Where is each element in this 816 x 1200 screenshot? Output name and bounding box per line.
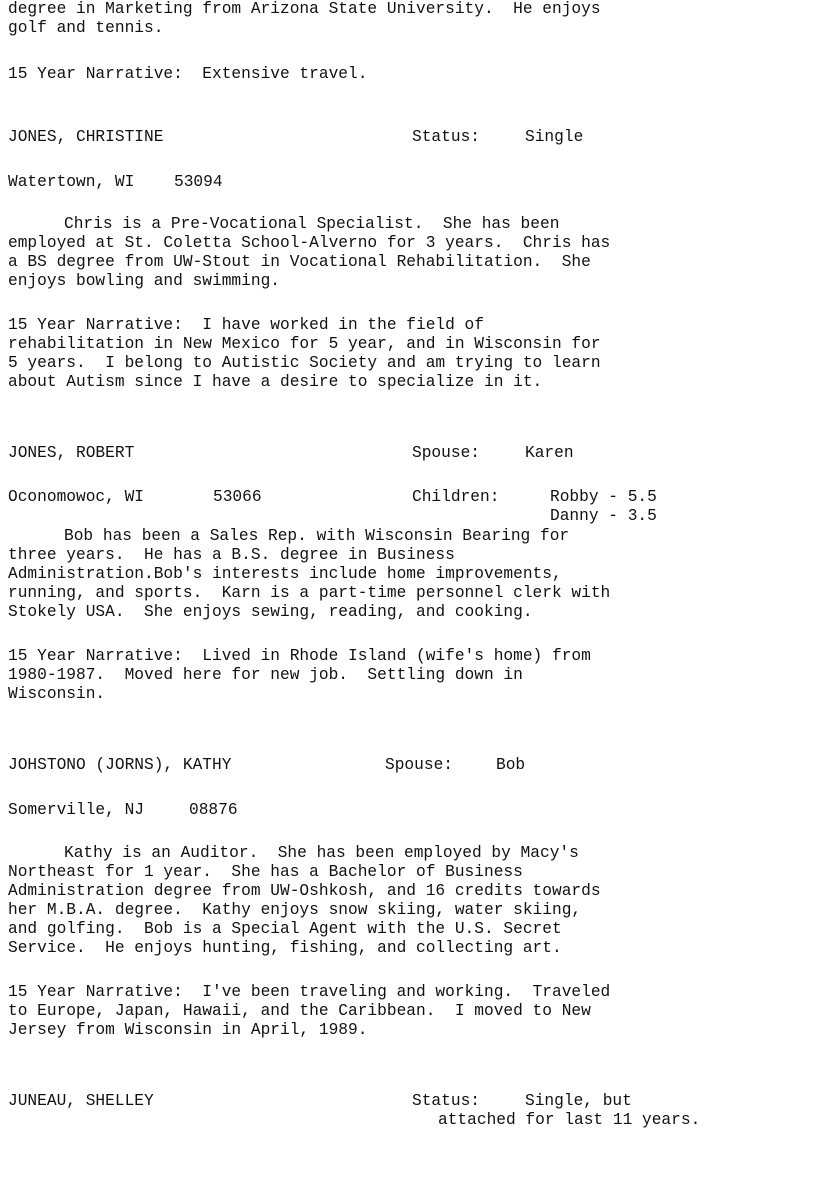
bio-line: running, and sports. Karn is a part-time personnel clerk with	[8, 584, 611, 602]
intro-line-2: golf and tennis.	[8, 19, 164, 37]
entry-name: JONES, ROBERT	[8, 444, 135, 462]
intro-narrative: 15 Year Narrative: Extensive travel.	[8, 65, 368, 83]
bio-line: Stokely USA. She enjoys sewing, reading, and cooking.	[8, 603, 533, 621]
entry-name: JOHSTONO (JORNS), KATHY	[8, 756, 232, 774]
spouse-label: Spouse:	[412, 444, 480, 462]
bio-line: and golfing. Bob is a Special Agent with the U.S. Secret	[8, 920, 562, 938]
spouse-label: Spouse:	[385, 756, 453, 774]
spouse-value: Karen	[525, 444, 574, 462]
narrative-line: 1980-1987. Moved here for new job. Settling down in	[8, 666, 523, 684]
narrative-line: 15 Year Narrative: I've been traveling and working. Traveled	[8, 983, 611, 1001]
bio-line: Northeast for 1 year. She has a Bachelor of Business	[8, 863, 523, 881]
bio-line: a BS degree from UW-Stout in Vocational Rehabilitation. She	[8, 253, 591, 271]
entry-location: Watertown, WI	[8, 173, 135, 191]
status-value-continued: attached for last 11 years.	[438, 1111, 701, 1129]
spouse-value: Bob	[496, 756, 526, 774]
narrative-line: 15 Year Narrative: I have worked in the field of	[8, 316, 484, 334]
narrative-line: rehabilitation in New Mexico for 5 year, and in Wisconsin for	[8, 335, 601, 353]
bio-line: three years. He has a B.S. degree in Business	[8, 546, 455, 564]
narrative-line: to Europe, Japan, Hawaii, and the Caribbean. I moved to New	[8, 1002, 591, 1020]
children-label: Children:	[412, 488, 500, 506]
bio-line: Administration degree from UW-Oshkosh, and 16 credits towards	[8, 882, 601, 900]
child-item: Danny - 3.5	[550, 507, 657, 525]
narrative-line: Wisconsin.	[8, 685, 106, 703]
intro-line-1: degree in Marketing from Arizona State University. He enjoys	[8, 0, 601, 18]
narrative-line: Jersey from Wisconsin in April, 1989.	[8, 1021, 368, 1039]
status-label: Status:	[412, 128, 480, 146]
status-value: Single	[525, 128, 584, 146]
entry-name: JONES, CHRISTINE	[8, 128, 164, 146]
entry-zip: 53066	[213, 488, 262, 506]
child-item: Robby - 5.5	[550, 488, 657, 506]
bio-line: Administration.Bob's interests include home improvements,	[8, 565, 562, 583]
status-value: Single, but	[525, 1092, 632, 1110]
bio-line: Service. He enjoys hunting, fishing, and collecting art.	[8, 939, 562, 957]
bio-line: Chris is a Pre-Vocational Specialist. She has been	[64, 215, 560, 233]
status-label: Status:	[412, 1092, 480, 1110]
entry-zip: 53094	[174, 173, 223, 191]
bio-line: employed at St. Coletta School-Alverno for 3 years. Chris has	[8, 234, 611, 252]
bio-line: enjoys bowling and swimming.	[8, 272, 280, 290]
bio-line: Kathy is an Auditor. She has been employed by Macy's	[64, 844, 579, 862]
entry-location: Somerville, NJ	[8, 801, 144, 819]
bio-line: her M.B.A. degree. Kathy enjoys snow skiing, water skiing,	[8, 901, 582, 919]
entry-name: JUNEAU, SHELLEY	[8, 1092, 154, 1110]
narrative-line: 5 years. I belong to Autistic Society and am trying to learn	[8, 354, 601, 372]
entry-location: Oconomowoc, WI	[8, 488, 144, 506]
narrative-line: about Autism since I have a desire to specialize in it.	[8, 373, 543, 391]
entry-zip: 08876	[189, 801, 238, 819]
narrative-line: 15 Year Narrative: Lived in Rhode Island (wife's home) from	[8, 647, 591, 665]
bio-line: Bob has been a Sales Rep. with Wisconsin Bearing for	[64, 527, 570, 545]
